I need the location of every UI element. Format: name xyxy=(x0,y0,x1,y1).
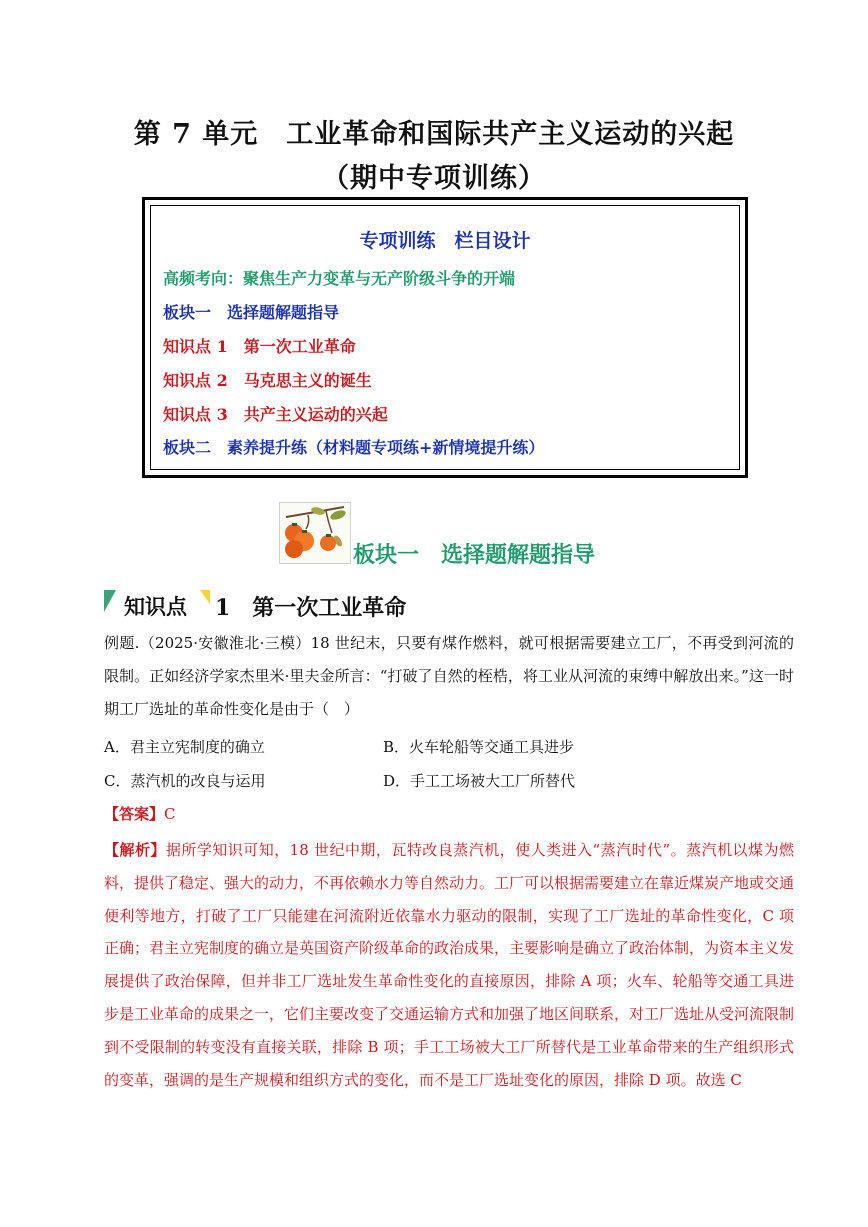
column-design-inner-border xyxy=(150,205,740,470)
knowledge-point-title: 1 第一次工业革命 xyxy=(215,595,407,621)
option-c: C．蒸汽机的改良与运用 xyxy=(104,772,266,790)
block-one-heading: 板块一 选择题解题指导 xyxy=(353,542,596,568)
block-one-entry: 板块一 选择题解题指导 xyxy=(163,303,340,322)
option-a: A．君主立宪制度的确立 xyxy=(104,738,265,756)
answer xyxy=(104,803,176,824)
knowledge-point-3-entry: 知识点 3 共产主义运动的兴起 xyxy=(163,405,388,424)
knowledge-point-badge-label: 知识点 xyxy=(124,595,187,619)
block-two-entry: 板块二 素养提升练（材料题专项练+新情境提升练） xyxy=(163,438,545,457)
high-frequency-focus: 高频考向：聚焦生产力变革与无产阶级斗争的开端 xyxy=(163,269,516,288)
answer-label: 【答案】 xyxy=(104,805,165,823)
knowledge-point-2-entry: 知识点 2 马克思主义的诞生 xyxy=(163,371,372,390)
persimmon-branch-icon xyxy=(279,502,351,564)
answer-value: C xyxy=(164,805,176,823)
option-b: B．火车轮船等交通工具进步 xyxy=(383,738,575,756)
knowledge-point-1-entry: 知识点 1 第一次工业革命 xyxy=(163,337,356,356)
column-design-heading: 专项训练 栏目设计 xyxy=(359,230,531,252)
question-stem: 例题.（2025·安徽淮北·三模）18 世纪末，只要有煤作燃料，就可根据需要建立工厂，不再受到河流的限制。正如经济学家杰里米·里夫金所言：“打破了自然的桎梏，将工业从河流的束缚中解放出来。”这一时期工厂选址的革命性变化是由于（ ） xyxy=(104,634,794,718)
badge-green-corner xyxy=(104,590,116,612)
analysis xyxy=(104,834,794,1096)
knowledge-point-badge xyxy=(104,590,210,620)
option-d: D．手工工场被大工厂所替代 xyxy=(383,772,576,790)
unit-subtitle: （期中专项训练） xyxy=(322,163,546,194)
unit-title: 第 7 单元 工业革命和国际共产主义运动的兴起 xyxy=(133,119,735,150)
analysis-label: 【解析】 xyxy=(104,841,166,859)
analysis-text: 据所学知识可知，18 世纪中期，瓦特改良蒸汽机，使人类进入“蒸汽时代”。蒸汽机以煤为燃料，提供了稳定、强大的动力，不再依赖水力等自然动力。工厂可以根据需要建立在靠近煤炭产地或交通便利等地方，打破了工厂只能建在河流附近依靠水力驱动的限制，实现了工厂选址的革命性变化，C 项正确；君主立宪制度的确立是英国资产阶级革命的政治成果，主要影响是确立了政治体制，为资本主义发展提供了政治保障，但并非工厂选址发生革命性变化的直接原因，排除 A 项；火车、轮船等交通工具进步是工业革命的成果之一，它们主要改变了交通运输方式和加强了地区间联系，对工厂选址从受河流限制到不受限制的转变没有直接关联，排除 B 项；手工工场被大工厂所替代是工业革命带来的生产组织形式的变革，强调的是生产规模和组织方式的变化，而不是工厂选址变化的原因，排除 D 项。故选 C xyxy=(104,841,795,1089)
badge-yellow-corner xyxy=(200,590,210,604)
column-design-box xyxy=(142,197,748,478)
